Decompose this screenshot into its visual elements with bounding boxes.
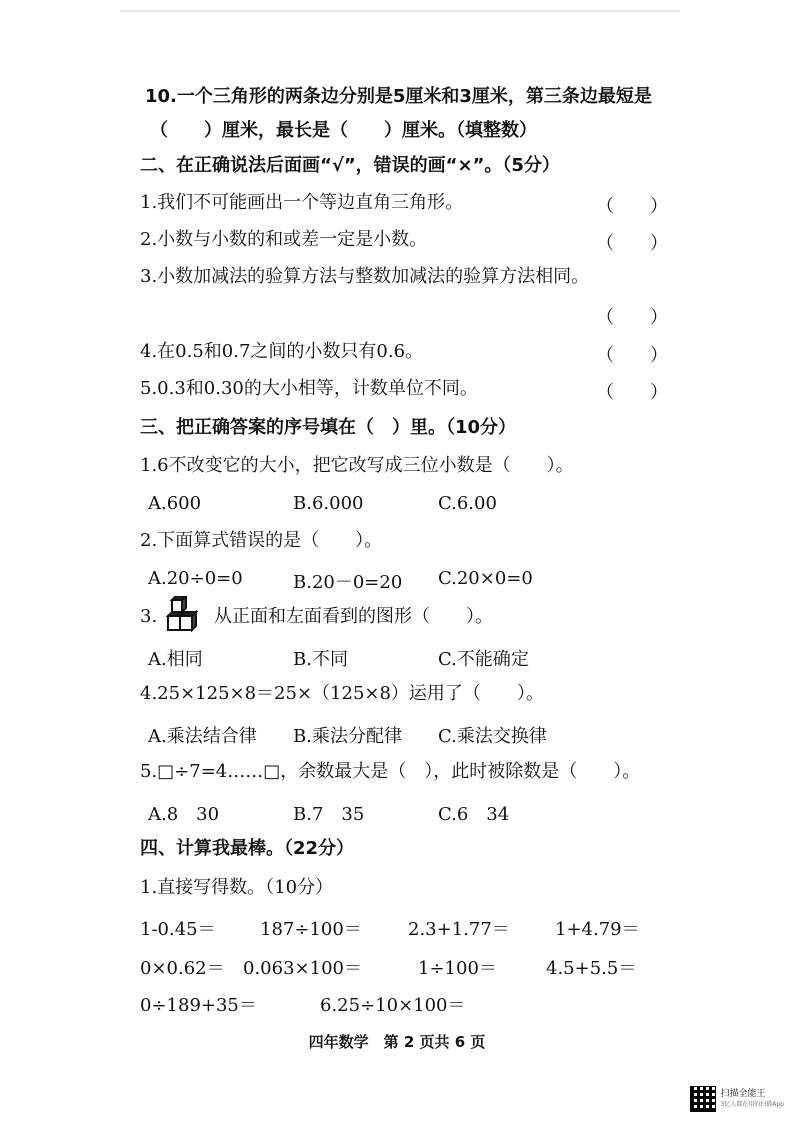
s2-item-2-answer[interactable]: （ ）	[596, 233, 668, 254]
s3-q4-option-c[interactable]: C.乘法交换律	[438, 726, 547, 747]
q10-line1: 10.一个三角形的两条边分别是5厘米和3厘米，第三条边最短是	[145, 86, 652, 107]
section3-title: 三、把正确答案的序号填在（ ）里。（10分）	[140, 417, 517, 438]
s3-q2-option-c[interactable]: C.20×0=0	[438, 568, 533, 589]
s3-q4: 4.25×125×8＝25×（125×8）运用了（ ）。	[140, 683, 544, 704]
s2-item-4: 4.在0.5和0.7之间的小数只有0.6。	[140, 341, 424, 362]
s3-q4-option-a[interactable]: A.乘法结合律	[148, 726, 257, 747]
calc-r1-c4: 1+4.79＝	[555, 919, 640, 940]
calc-r1-c3: 2.3+1.77＝	[408, 919, 510, 940]
s3-q5-option-c[interactable]: C.6 34	[438, 804, 510, 825]
s3-q5: 5.□÷7=4……□，余数最大是（ ），此时被除数是（ ）。	[140, 761, 641, 782]
s3-q1-option-a[interactable]: A.600	[148, 493, 202, 514]
calc-r3-c2: 6.25÷10×100＝	[320, 995, 466, 1016]
s4-sub1: 1.直接写得数。（10分）	[140, 877, 334, 898]
s3-q1: 1.6不改变它的大小，把它改写成三位小数是（ ）。	[140, 455, 574, 476]
s3-q3: 从正面和左面看到的图形（ ）。	[214, 606, 493, 627]
s3-q3-option-c[interactable]: C.不能确定	[438, 649, 529, 670]
calc-r1-c1: 1-0.45＝	[140, 919, 216, 940]
s3-q5-option-b[interactable]: B.7 35	[293, 804, 365, 825]
calc-r2-c3: 1÷100＝	[418, 958, 497, 979]
s3-q2: 2.下面算式错误的是（ ）。	[140, 530, 383, 551]
scanner-watermark	[690, 1086, 784, 1112]
s2-item-4-answer[interactable]: （ ）	[596, 345, 668, 366]
s3-q5-option-a[interactable]: A.8 30	[148, 804, 220, 825]
cube-stack-icon	[164, 596, 202, 634]
calc-r2-c4: 4.5+5.5＝	[546, 958, 637, 979]
s2-item-3: 3.小数加减法的验算方法与整数加减法的验算方法相同。	[140, 266, 590, 287]
calc-r3-c1: 0÷189+35＝	[140, 995, 257, 1016]
s2-item-3-answer[interactable]: （ ）	[596, 307, 668, 328]
section2-title: 二、在正确说法后面画“√”，错误的画“×”。（5分）	[140, 155, 560, 176]
scanner-label: 扫描全能王	[720, 1088, 766, 1099]
s3-q1-option-c[interactable]: C.6.00	[438, 493, 497, 514]
s2-item-1: 1.我们不可能画出一个等边直角三角形。	[140, 192, 464, 213]
s3-q3-option-b[interactable]: B.不同	[293, 649, 348, 670]
calc-r2-c2: 0.063×100＝	[243, 958, 362, 979]
section4-title: 四、计算我最棒。（22分）	[140, 838, 355, 859]
page-footer: 四年数学 第 2 页共 6 页	[308, 1033, 486, 1051]
s3-q4-option-b[interactable]: B.乘法分配律	[293, 726, 402, 747]
s2-item-5-answer[interactable]: （ ）	[596, 382, 668, 403]
s2-item-5: 5.0.3和0.30的大小相等，计数单位不同。	[140, 378, 478, 399]
calc-r1-c2: 187÷100＝	[260, 919, 362, 940]
q10-line2: （ ）厘米，最长是（ ）厘米。（填整数）	[150, 120, 537, 141]
s3-q2-option-a[interactable]: A.20÷0=0	[148, 568, 243, 589]
s3-q2-option-b[interactable]: B.20－0=20	[293, 572, 403, 593]
s3-q3-number: 3.	[140, 606, 158, 627]
s3-q3-option-a[interactable]: A.相同	[148, 649, 203, 670]
s2-item-1-answer[interactable]: （ ）	[596, 196, 668, 217]
qr-code-icon	[690, 1086, 716, 1112]
scanner-sublabel: 3亿人都在用的扫描App	[720, 1101, 784, 1109]
scan-edge-mark	[120, 10, 680, 12]
s2-item-2: 2.小数与小数的和或差一定是小数。	[140, 229, 428, 250]
s3-q1-option-b[interactable]: B.6.000	[293, 493, 364, 514]
calc-r2-c1: 0×0.62＝	[140, 958, 225, 979]
